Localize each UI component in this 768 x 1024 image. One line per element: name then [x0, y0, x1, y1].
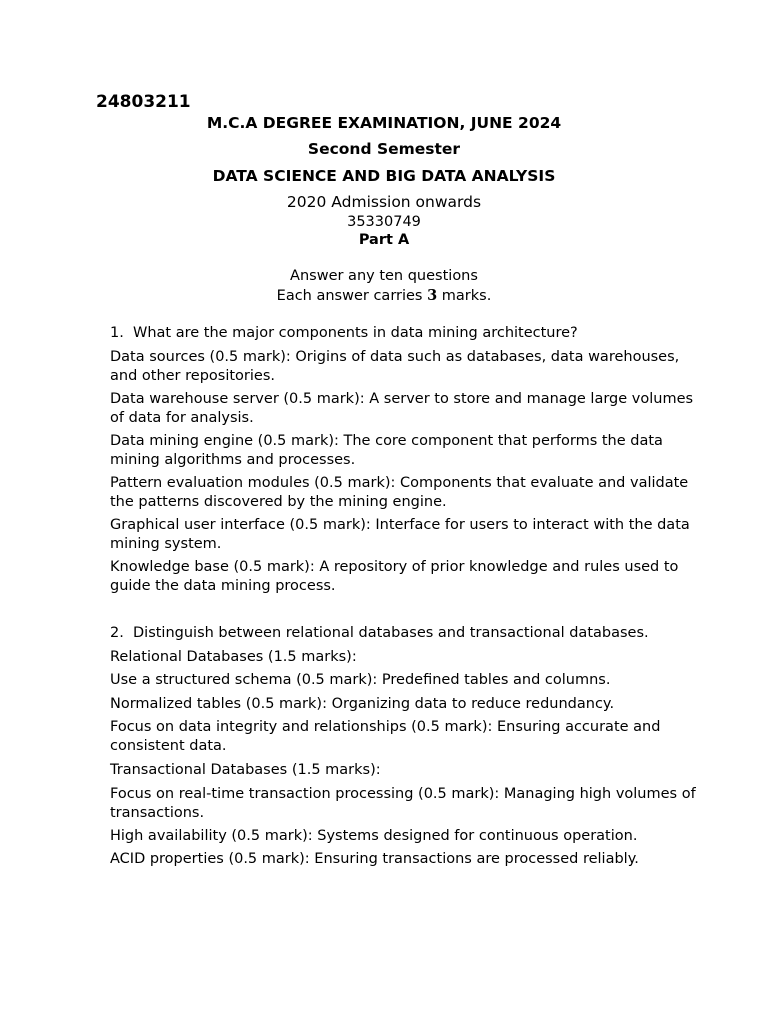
admission-line: 2020 Admission onwards [286, 193, 482, 211]
answer-item: Data sources (0.5 mark): Origins of data such as databases, data warehouses, and other repositories. [110, 349, 680, 384]
answer-item: Use a structured schema (0.5 mark): Predefined tables and columns. [110, 672, 611, 688]
exam-title: M.C.A DEGREE EXAMINATION, JUNE 2024 [206, 114, 562, 132]
instruction-line-2 [0, 287, 768, 304]
answer-item: Knowledge base (0.5 mark): A repository of prior knowledge and rules used to guide the data mining process. [110, 559, 679, 594]
answer-item: ACID properties (0.5 mark): Ensuring transactions are processed reliably. [110, 851, 639, 867]
question-number: 2. [110, 625, 124, 641]
answer-item: High availability (0.5 mark): Systems designed for continuous operation. [110, 828, 638, 844]
exam-code: 24803211 [96, 92, 191, 112]
answer-item: Graphical user interface (0.5 mark): Interface for users to interact with the data mining system. [110, 517, 690, 552]
instruction-marks: 3 [427, 287, 438, 304]
instruction-prefix: Each answer carries [276, 288, 428, 304]
question-1 [110, 324, 710, 343]
semester-title: Second Semester [307, 140, 461, 158]
question-2 [110, 624, 710, 643]
answer-item: Data mining engine (0.5 mark): The core component that performs the data mining algorithms and processes. [110, 433, 663, 468]
instruction-line-1: Answer any ten questions [290, 268, 478, 284]
question-number: 1. [110, 325, 124, 341]
part-heading: Part A [358, 232, 410, 248]
answer-item: Pattern evaluation modules (0.5 mark): Components that evaluate and validate the patterns discovered by the mining engine. [110, 475, 689, 510]
answer-item: Focus on data integrity and relationships (0.5 mark): Ensuring accurate and consistent data. [110, 719, 661, 754]
question-text: Distinguish between relational databases and transactional databases. [133, 625, 649, 641]
answer-item: Data warehouse server (0.5 mark): A server to store and manage large volumes of data for analysis. [110, 391, 694, 426]
answer-item: Normalized tables (0.5 mark): Organizing data to reduce redundancy. [110, 696, 615, 712]
question-text: What are the major components in data mining architecture? [133, 325, 578, 341]
answer-heading: Transactional Databases (1.5 marks): [110, 762, 381, 778]
answer-item: Focus on real-time transaction processing (0.5 mark): Managing high volumes of transactions. [110, 786, 696, 821]
instruction-suffix: marks. [437, 288, 492, 304]
paper-code: 35330749 [347, 214, 421, 230]
subject-title: DATA SCIENCE AND BIG DATA ANALYSIS [212, 167, 556, 185]
answer-heading: Relational Databases (1.5 marks): [110, 649, 357, 665]
